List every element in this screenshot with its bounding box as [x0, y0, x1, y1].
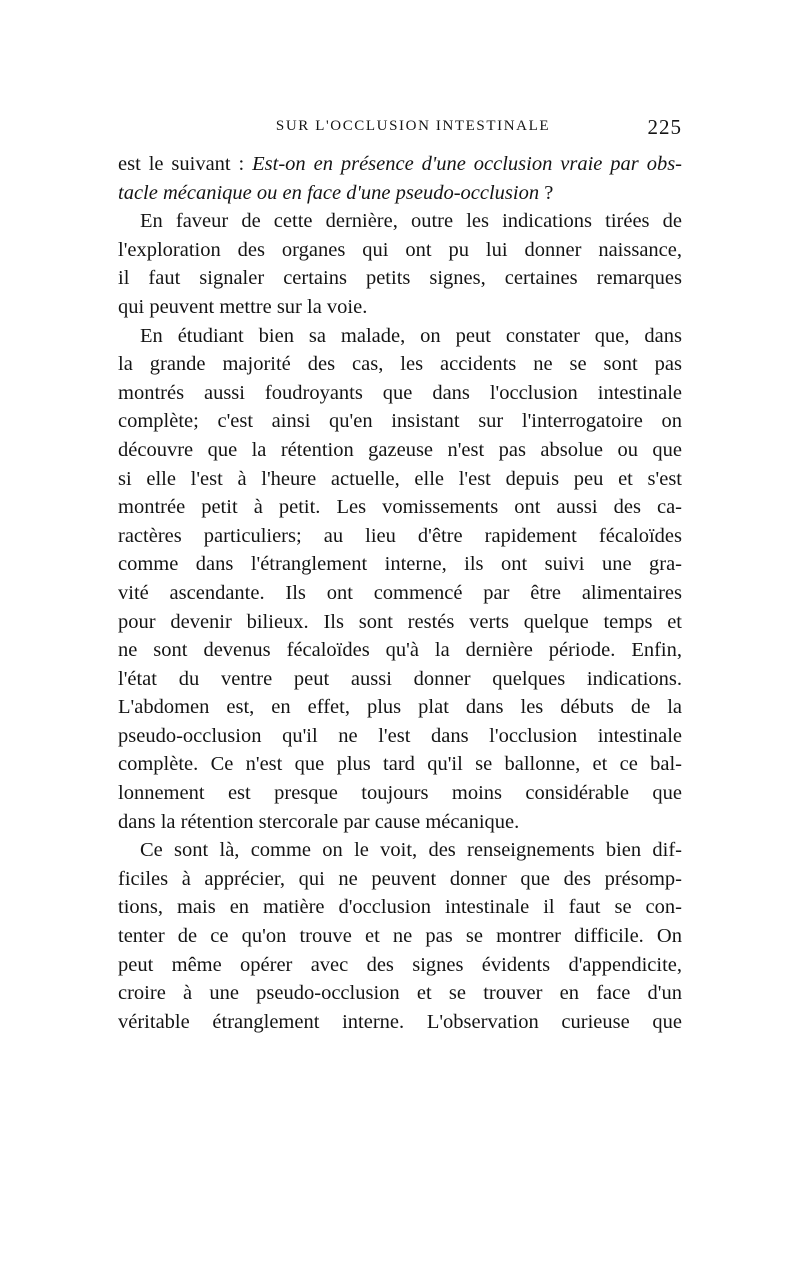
- line-text: vité ascendante. Ils ont commencé par être alimentaires: [118, 581, 682, 604]
- text-line: [118, 322, 682, 351]
- line-text: ne sont devenus fécaloïdes qu'à la dernière période. Enfin,: [118, 639, 682, 662]
- line-text: véritable étranglement interne. L'observation curieuse que: [118, 1010, 682, 1033]
- line-text: comme dans l'étranglement interne, ils ont suivi une gra-: [118, 553, 682, 576]
- text-line: [118, 808, 682, 837]
- text-line: [118, 608, 682, 637]
- text-line: [118, 1008, 682, 1037]
- line-text: découvre que la rétention gazeuse n'est pas absolue ou que: [118, 438, 682, 461]
- line-text: Ce sont là, comme on le voit, des renseignements bien dif-: [140, 839, 682, 862]
- line-trailing-text: ?: [539, 181, 554, 204]
- line-text: dans la rétention stercorale par cause mécanique.: [118, 810, 520, 833]
- line-text: croire à une pseudo-occlusion et se trouver en face d'un: [118, 982, 682, 1005]
- line-text: L'abdomen est, en effet, plus plat dans les débuts de la: [118, 696, 682, 719]
- text-line: [118, 836, 682, 865]
- line-text: lonnement est presque toujours moins considérable que: [118, 782, 682, 805]
- text-line: [118, 179, 682, 208]
- line-text: la grande majorité des cas, les accidents ne se sont pas: [118, 353, 682, 376]
- text-line: [118, 493, 682, 522]
- line-text: montrée petit à petit. Les vomissements ont aussi des ca-: [118, 496, 682, 519]
- line-text: qui peuvent mettre sur la voie.: [118, 295, 368, 318]
- line-italic-text: tacle mécanique ou en face d'une pseudo-occlusion: [118, 181, 540, 204]
- line-text: l'état du ventre peut aussi donner quelques indications.: [118, 667, 682, 690]
- text-line: [118, 407, 682, 436]
- text-line: [118, 293, 682, 322]
- line-text: tenter de ce qu'on trouve et ne pas se montrer difficile. On: [118, 925, 682, 948]
- page-number: 225: [647, 115, 682, 139]
- text-line: [118, 207, 682, 236]
- line-text: pseudo-occlusion qu'il ne l'est dans l'occlusion intestinale: [118, 724, 682, 747]
- line-text: complète. Ce n'est que plus tard qu'il se ballonne, et ce bal-: [118, 753, 682, 776]
- text-line: [118, 379, 682, 408]
- line-text: En faveur de cette dernière, outre les indications tirées de: [140, 210, 682, 233]
- line-text: complète; c'est ainsi qu'en insistant sur l'interrogatoire on: [118, 410, 682, 433]
- text-line: [118, 264, 682, 293]
- line-text: montrés aussi foudroyants que dans l'occlusion intestinale: [118, 381, 682, 404]
- line-text: si elle l'est à l'heure actuelle, elle l'est depuis peu et s'est: [118, 467, 682, 490]
- text-line: [118, 665, 682, 694]
- text-line: [118, 465, 682, 494]
- line-text: l'exploration des organes qui ont pu lui donner naissance,: [118, 238, 682, 261]
- body-text: [118, 150, 682, 1036]
- text-line: [118, 636, 682, 665]
- text-line: [118, 979, 682, 1008]
- line-text: pour devenir bilieux. Ils sont restés verts quelque temps et: [118, 610, 682, 633]
- text-line: [118, 693, 682, 722]
- line-text: ficiles à apprécier, qui ne peuvent donner que des présomp-: [118, 867, 682, 890]
- line-text: il faut signaler certains petits signes, certaines remarques: [118, 267, 682, 290]
- text-line: [118, 722, 682, 751]
- text-line: [118, 579, 682, 608]
- line-italic-text: Est-on en présence d'une occlusion vraie par obs-: [252, 153, 682, 175]
- line-text: tions, mais en matière d'occlusion intestinale il faut se con-: [118, 896, 682, 919]
- line-text: En étudiant bien sa malade, on peut constater que, dans: [140, 324, 682, 347]
- text-line: [118, 350, 682, 379]
- line-text: ractères particuliers; au lieu d'être rapidement fécaloïdes: [118, 524, 682, 547]
- text-line: [118, 150, 682, 179]
- text-line: [118, 893, 682, 922]
- line-text: peut même opérer avec des signes évidents d'appendicite,: [118, 953, 682, 976]
- text-line: [118, 436, 682, 465]
- text-line: [118, 550, 682, 579]
- text-line: [118, 922, 682, 951]
- running-header: [118, 115, 682, 142]
- line-text: est le suivant :: [118, 153, 253, 175]
- text-line: [118, 522, 682, 551]
- text-line: [118, 750, 682, 779]
- text-line: [118, 865, 682, 894]
- text-line: [118, 779, 682, 808]
- running-title: SUR L'OCCLUSION INTESTINALE: [275, 118, 551, 134]
- text-line: [118, 951, 682, 980]
- text-line: [118, 236, 682, 265]
